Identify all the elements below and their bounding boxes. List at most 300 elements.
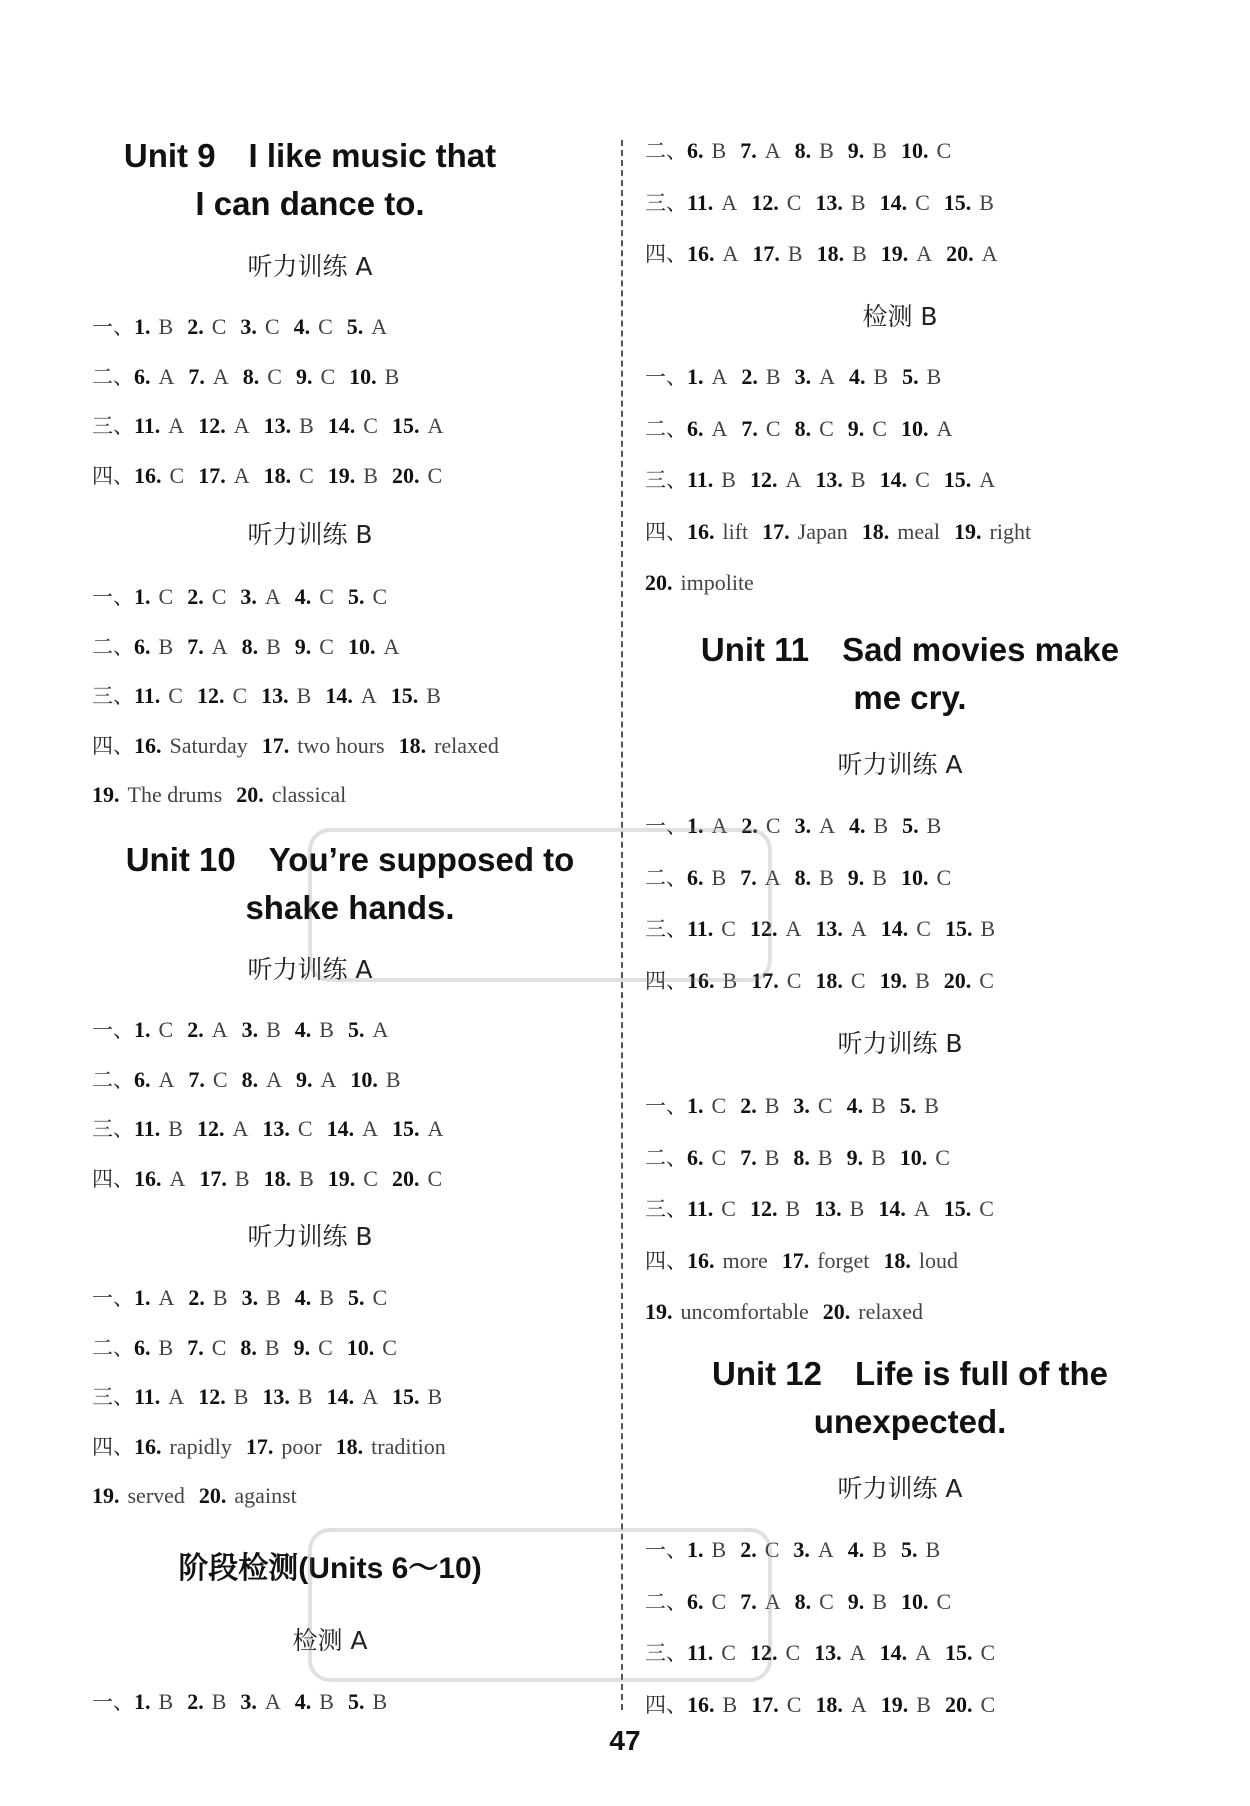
answer-item [264, 461, 314, 491]
answer-item [880, 465, 930, 495]
answer-item [295, 1687, 334, 1717]
answer-item [187, 1333, 226, 1363]
question-number: 15. [943, 1196, 972, 1221]
question-number: 13. [263, 413, 292, 438]
answer-value: B [871, 1144, 886, 1170]
answer-value: A [264, 584, 281, 609]
answer-item [751, 1690, 801, 1720]
answer-row [645, 1194, 1008, 1224]
answer-item [347, 312, 387, 342]
answer-item [900, 1143, 950, 1173]
answer-item [945, 1690, 995, 1720]
answer-value: B [319, 1689, 334, 1714]
question-number: 12. [749, 1640, 778, 1665]
answer-value: C [935, 1144, 950, 1170]
question-number: 2. [187, 314, 204, 339]
answer-value: C [299, 462, 314, 488]
question-number: 1. [134, 1689, 151, 1714]
answer-value: C [980, 1640, 996, 1665]
section-label: 二、 [645, 1145, 687, 1170]
question-number: 17. [245, 1433, 274, 1459]
question-number: 11. [134, 1384, 161, 1409]
question-number: 3. [241, 1017, 259, 1042]
question-number: 13. [262, 1384, 290, 1409]
answer-item [328, 1164, 378, 1194]
question-number: 9. [295, 1066, 313, 1092]
question-number: 20. [198, 1483, 227, 1508]
question-number: 6. [134, 1334, 151, 1360]
answer-value: A [711, 813, 728, 838]
section-label: 一、 [92, 585, 134, 609]
answer-value: A [211, 1017, 228, 1042]
question-number: 20. [944, 1691, 973, 1717]
answer-row [645, 136, 965, 166]
answer-row [92, 1114, 457, 1144]
answer-item [188, 1283, 227, 1313]
answer-value: A [232, 1116, 249, 1141]
answer-item [198, 1382, 248, 1412]
question-number: 11. [687, 189, 714, 215]
answer-item [134, 582, 173, 612]
section-title: 听力训练 A [247, 955, 373, 984]
answer-row [645, 1297, 937, 1327]
answer-value: A [158, 363, 175, 389]
answer-item [296, 362, 335, 392]
answer-value: C [979, 1196, 994, 1221]
answer-value: B [924, 1093, 939, 1118]
question-number: 18. [335, 1433, 364, 1459]
answer-value: meal [897, 518, 941, 544]
answer-value: B [765, 364, 781, 389]
answer-value: C [363, 1165, 378, 1191]
section-label: 三、 [92, 684, 134, 708]
section-label: 一、 [92, 315, 134, 339]
question-number: 14. [326, 1384, 355, 1409]
answer-value: B [158, 1689, 174, 1714]
answer-item [878, 1194, 929, 1224]
answer-value: B [211, 1689, 227, 1714]
answer-value: B [711, 1537, 727, 1562]
answer-value: A [266, 1066, 282, 1092]
answer-value: B [819, 138, 834, 163]
answer-value: A [233, 462, 250, 488]
answer-item [134, 362, 174, 392]
answer-value: relaxed [434, 732, 499, 758]
question-number: 6. [687, 1144, 704, 1170]
answer-value: A [383, 633, 400, 659]
answer-item [946, 239, 997, 269]
answer-item [392, 1114, 443, 1144]
answer-value: A [371, 314, 388, 339]
answer-item [849, 811, 888, 841]
answer-item [944, 1194, 994, 1224]
section-label: 三、 [645, 917, 687, 941]
question-number: 11. [134, 1116, 161, 1141]
question-number: 20. [645, 570, 673, 595]
answer-value: C [297, 1116, 313, 1141]
answer-item [348, 1015, 388, 1045]
answer-value: relaxed [858, 1299, 924, 1324]
question-number: 10. [350, 1066, 378, 1092]
question-number: 9. [847, 138, 865, 163]
question-number: 2. [187, 1689, 204, 1714]
answer-value: loud [918, 1247, 958, 1273]
question-number: 8. [794, 415, 812, 441]
answer-value: C [372, 1285, 388, 1310]
answer-value: B [852, 241, 867, 266]
answer-value: C [721, 1196, 736, 1221]
answer-value: uncomfortable [680, 1299, 809, 1324]
answer-item [815, 465, 865, 495]
answer-item [240, 582, 280, 612]
question-number: 3. [241, 1285, 259, 1310]
answer-item [325, 681, 376, 711]
answer-value: B [426, 683, 441, 708]
answer-row [92, 411, 457, 441]
answer-item [134, 1687, 173, 1717]
answer-value: more [722, 1247, 768, 1273]
answer-value: A [817, 1537, 834, 1562]
answer-item [762, 517, 848, 547]
answer-value: C [319, 584, 334, 609]
answer-item [795, 136, 834, 166]
answer-item [795, 1587, 834, 1617]
answer-item [336, 1432, 446, 1462]
question-number: 13. [815, 467, 843, 492]
answer-value: A [711, 415, 728, 441]
section-label: 二、 [92, 1067, 134, 1092]
question-number: 9. [295, 363, 313, 389]
question-number: 12. [196, 683, 225, 708]
question-number: 4. [847, 1537, 865, 1562]
section-label: 三、 [645, 468, 687, 492]
answer-item [795, 863, 834, 893]
answer-row [92, 1687, 401, 1717]
answer-value: B [872, 864, 887, 890]
question-number: 17. [752, 241, 780, 266]
question-number: 1. [687, 1537, 704, 1562]
answer-item [134, 411, 184, 441]
question-number: 12. [198, 1384, 226, 1409]
section-label: 一、 [92, 1018, 134, 1042]
answer-item [264, 1164, 314, 1194]
answer-item [134, 1333, 173, 1363]
section-label: 二、 [645, 416, 687, 441]
answer-item [687, 362, 727, 392]
question-number: 5. [900, 1537, 918, 1562]
question-number: 3. [240, 314, 257, 339]
answer-item [740, 136, 780, 166]
answer-item [793, 1535, 833, 1565]
answer-item [349, 362, 399, 392]
answer-value: A [850, 1691, 867, 1717]
answer-value: A [711, 364, 728, 389]
question-number: 2. [740, 1093, 757, 1118]
answer-value: C [319, 633, 334, 659]
question-number: 19. [92, 782, 120, 807]
question-number: 3. [793, 1093, 810, 1118]
answer-item [242, 1015, 281, 1045]
answer-value: Japan [797, 518, 848, 544]
answer-item [350, 1065, 400, 1095]
question-number: 8. [794, 1588, 812, 1614]
answer-item [327, 1114, 378, 1144]
answer-value: A [168, 413, 185, 438]
section-label: 三、 [92, 1385, 134, 1409]
answer-item [944, 188, 994, 218]
answer-value: B [266, 1017, 281, 1042]
section-label: 一、 [92, 1286, 134, 1310]
answer-value: lift [722, 518, 749, 544]
answer-value: A [362, 1384, 378, 1409]
answer-value: B [266, 1285, 281, 1310]
answer-value: A [979, 467, 996, 492]
answer-value: A [169, 1165, 186, 1191]
answer-item [687, 239, 738, 269]
question-number: 10. [347, 633, 376, 659]
answer-item [902, 811, 941, 841]
answer-value: classical [271, 782, 347, 807]
answer-item [902, 362, 941, 392]
answer-value: B [266, 633, 281, 659]
question-number: 1. [134, 1017, 151, 1042]
answer-item [823, 1297, 923, 1327]
answer-item [817, 239, 867, 269]
answer-item [881, 1690, 931, 1720]
answer-item [901, 863, 951, 893]
question-number: 19. [327, 1165, 356, 1191]
answer-item [92, 780, 222, 810]
question-number: 1. [687, 813, 704, 838]
question-number: 6. [134, 363, 151, 389]
answer-item [348, 632, 399, 662]
answer-item [945, 1638, 995, 1668]
section-label: 二、 [645, 139, 687, 163]
section-label: 四、 [92, 1434, 134, 1459]
answer-value: C [211, 584, 227, 609]
answer-value: B [297, 1384, 313, 1409]
answer-item [134, 312, 173, 342]
answer-value: B [721, 467, 736, 492]
question-number: 16. [687, 518, 715, 544]
question-number: 19. [880, 1691, 909, 1717]
section-label: 二、 [645, 1589, 687, 1614]
watermark-graphic [300, 820, 780, 990]
answer-value: C [979, 967, 994, 993]
answer-item [750, 465, 801, 495]
unit-12-title-line1: Unit 12 Life is full of the [711, 1355, 1109, 1392]
answer-item [236, 780, 346, 810]
answer-item [134, 1114, 183, 1144]
answer-value: C [363, 413, 378, 438]
answer-value: C [267, 363, 282, 389]
answer-value: A [785, 916, 802, 941]
answer-value: A [320, 1066, 337, 1092]
answer-value: against [234, 1483, 297, 1508]
answer-row [92, 362, 413, 392]
answer-row [92, 632, 413, 662]
answer-item [741, 414, 780, 444]
answer-value: A [764, 1588, 781, 1614]
question-number: 1. [134, 1285, 151, 1310]
answer-item [188, 362, 228, 392]
answer-value: A [362, 1116, 378, 1141]
question-number: 13. [814, 1196, 842, 1221]
question-number: 5. [902, 813, 919, 838]
answer-item [134, 731, 248, 761]
answer-row [92, 312, 401, 342]
answer-item [134, 1065, 174, 1095]
answer-item [815, 914, 866, 944]
answer-row [92, 1481, 311, 1511]
question-number: 5. [347, 584, 365, 609]
answer-value: B [722, 967, 738, 993]
answer-item [740, 1091, 779, 1121]
question-number: 4. [848, 364, 866, 389]
answer-value: C [819, 1588, 834, 1614]
answer-row [92, 1283, 401, 1313]
answer-item [348, 1283, 387, 1313]
section-title: 听力训练 A [247, 252, 373, 281]
answer-item [815, 966, 865, 996]
question-number: 4. [294, 1017, 312, 1042]
answer-item [134, 681, 183, 711]
page-number: 47 [609, 1725, 641, 1756]
answer-value: C [786, 1691, 802, 1717]
answer-item [295, 582, 334, 612]
answer-value: B [168, 1116, 183, 1141]
answer-item [782, 1246, 870, 1276]
question-number: 16. [687, 1691, 715, 1717]
section-label: 二、 [92, 364, 134, 389]
question-number: 16. [134, 1165, 162, 1191]
answer-value: A [819, 813, 835, 838]
answer-row [92, 1065, 415, 1095]
answer-item [750, 1194, 800, 1224]
question-number: 7. [187, 633, 204, 659]
answer-item [795, 811, 835, 841]
question-number: 20. [946, 241, 974, 266]
question-number: 6. [687, 864, 704, 890]
question-number: 6. [687, 1588, 704, 1614]
question-number: 6. [687, 138, 704, 163]
question-number: 16. [134, 732, 162, 758]
question-number: 10. [900, 1588, 929, 1614]
question-number: 20. [822, 1299, 851, 1324]
answer-value: B [234, 1165, 250, 1191]
question-number: 18. [263, 1165, 292, 1191]
answer-value: A [427, 1116, 444, 1141]
question-number: 14. [878, 1196, 906, 1221]
answer-item [687, 465, 736, 495]
answer-value: C [711, 1093, 727, 1118]
answer-value: A [981, 241, 998, 266]
question-number: 15. [391, 1116, 420, 1141]
question-number: 8. [793, 1144, 810, 1170]
section-label: 四、 [645, 1248, 687, 1273]
answer-item [134, 1382, 184, 1412]
answer-value: B [363, 462, 378, 488]
question-number: 12. [749, 467, 778, 492]
answer-value: A [915, 1640, 931, 1665]
question-number: 4. [294, 1285, 312, 1310]
section-title: 听力训练 B [247, 1222, 373, 1251]
answer-value: A [360, 683, 377, 708]
answer-value: B [817, 1144, 833, 1170]
answer-value: B [158, 314, 174, 339]
answer-item [815, 1690, 866, 1720]
question-number: 11. [687, 916, 714, 941]
question-number: 3. [240, 584, 257, 609]
question-number: 15. [391, 1384, 420, 1409]
answer-value: C [765, 813, 781, 838]
answer-value: B [872, 1537, 887, 1562]
question-number: 20. [943, 967, 972, 993]
answer-value: B [711, 864, 727, 890]
question-number: 17. [199, 1165, 227, 1191]
answer-value: C [320, 363, 336, 389]
unit-9-title [90, 132, 530, 228]
answer-item [687, 517, 748, 547]
answer-row [92, 780, 360, 810]
answer-value: C [936, 864, 952, 890]
answer-value: B [385, 1066, 401, 1092]
answer-item [849, 362, 888, 392]
question-number: 17. [781, 1247, 810, 1273]
answer-value: B [871, 1093, 886, 1118]
answer-value: A [850, 916, 867, 941]
question-number: 5. [347, 1689, 365, 1714]
unit-10-title-line1: Unit 10 You’re supposed to [125, 841, 575, 878]
unit-11-title [670, 626, 1150, 722]
question-number: 9. [293, 1334, 311, 1360]
question-number: 16. [134, 462, 162, 488]
question-number: 6. [687, 415, 704, 441]
question-number: 10. [900, 415, 929, 441]
answer-item [242, 1065, 282, 1095]
answer-item [945, 914, 995, 944]
answer-value: B [233, 1384, 249, 1409]
answer-item [328, 461, 378, 491]
answer-item [901, 136, 951, 166]
section-label: 一、 [645, 1094, 687, 1118]
question-number: 1. [134, 314, 151, 339]
answer-item [901, 414, 952, 444]
question-number: 15. [943, 467, 972, 492]
answer-value: C [158, 1017, 174, 1042]
question-number: 19. [92, 1483, 120, 1508]
question-number: 7. [740, 1144, 757, 1170]
answer-item [862, 517, 940, 547]
question-number: 10. [899, 1144, 928, 1170]
answer-value: C [211, 1334, 227, 1360]
section-label: 四、 [645, 1692, 687, 1717]
answer-item [901, 1587, 951, 1617]
question-number: 7. [741, 415, 758, 441]
answer-item [187, 582, 226, 612]
answer-item [392, 1382, 442, 1412]
question-number: 4. [848, 813, 866, 838]
answer-item [187, 312, 226, 342]
answer-value: A [158, 1285, 175, 1310]
section-label: 一、 [645, 365, 687, 389]
answer-value: C [318, 1334, 333, 1360]
answer-value: B [296, 683, 312, 708]
answer-value: C [169, 462, 185, 488]
answer-value: A [212, 363, 229, 389]
answer-item [294, 312, 333, 342]
answer-value: B [427, 1384, 443, 1409]
